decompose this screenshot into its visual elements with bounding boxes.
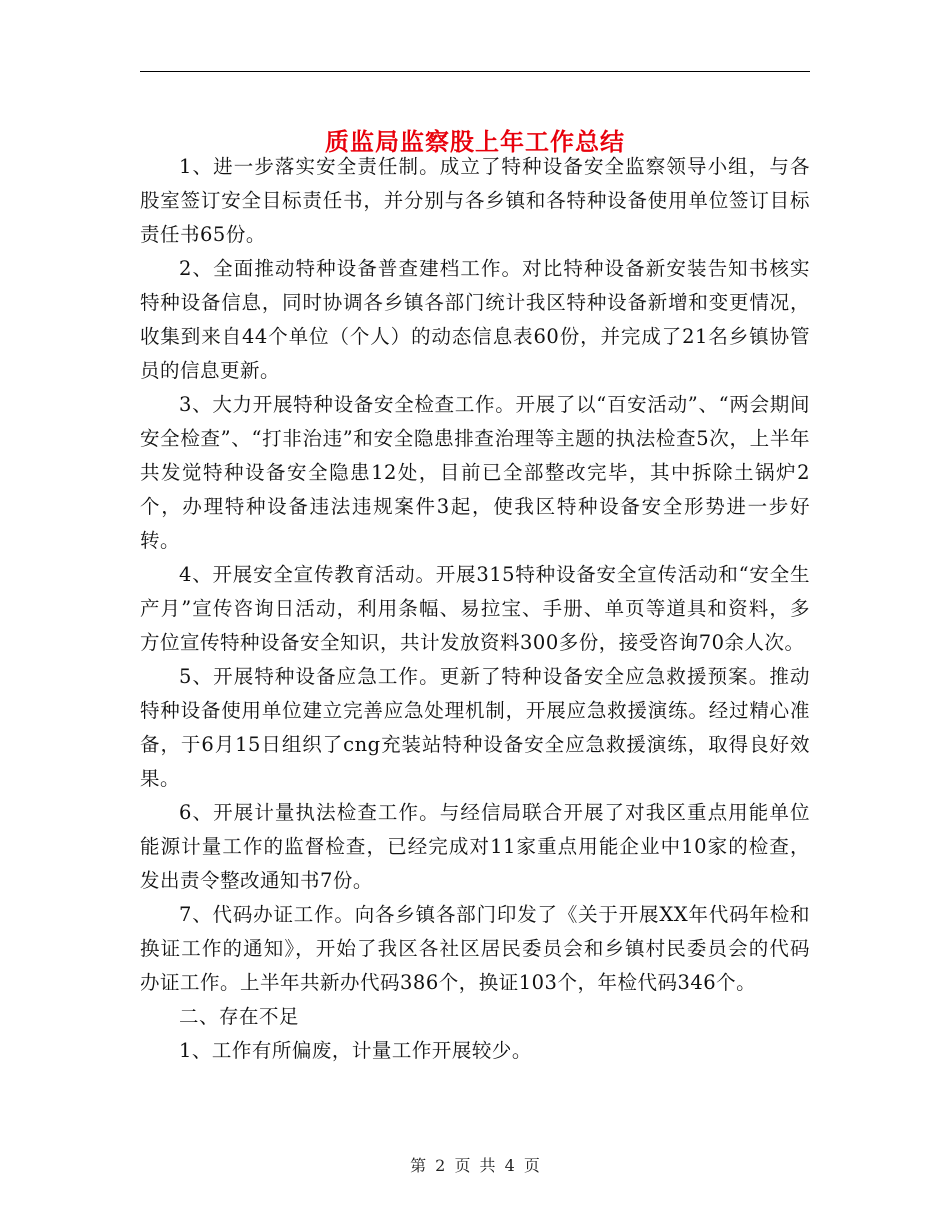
section-heading-shortcomings: 二、存在不足	[179, 1005, 300, 1028]
paragraph-6: 6、开展计量执法检查工作。与经信局联合开展了对我区重点用能单位能源计量工作的监督检查，已经完成对11家重点用能企业中10家的检查，发出责令整改通知书7份。	[140, 801, 810, 892]
header-rule	[140, 71, 810, 72]
page-footer: 第 2 页 共 4 页	[410, 1156, 540, 1175]
document-body	[140, 150, 810, 1068]
paragraph-1: 1、进一步落实安全责任制。成立了特种设备安全监察领导小组，与各股室签订安全目标责任书，并分别与各乡镇和各特种设备使用单位签订目标责任书65份。	[140, 155, 810, 246]
paragraph-7: 7、代码办证工作。向各乡镇各部门印发了《关于开展XX年代码年检和换证工作的通知》，开始了我区各社区居民委员会和乡镇村民委员会的代码办证工作。上半年共新办代码386个，换证103个，年检代码346个。	[140, 903, 810, 994]
paragraph-2: 2、全面推动特种设备普查建档工作。对比特种设备新安装告知书核实特种设备信息，同时协调各乡镇各部门统计我区特种设备新增和变更情况，收集到来自44个单位（个人）的动态信息表60份，并完成了21名乡镇协管员的信息更新。	[140, 257, 810, 382]
paragraph-5: 5、开展特种设备应急工作。更新了特种设备安全应急救援预案。推动特种设备使用单位建立完善应急处理机制，开展应急救援演练。经过精心准备，于6月15日组织了cng充装站特种设备安全应急救援演练，取得良好效果。	[140, 665, 810, 790]
paragraph-4: 4、开展安全宣传教育活动。开展315特种设备安全宣传活动和“安全生产月”宣传咨询日活动，利用条幅、易拉宝、手册、单页等道具和资料，多方位宣传特种设备安全知识，共计发放资料300多份，接受咨询70余人次。	[140, 563, 810, 654]
paragraph-8: 1、工作有所偏废，计量工作开展较少。	[179, 1039, 532, 1062]
document-title: 质监局监察股上年工作总结	[325, 127, 625, 157]
paragraph-3: 3、大力开展特种设备安全检查工作。开展了以“百安活动”、“两会期间安全检查”、“打非治违”和安全隐患排查治理等主题的执法检查5次，上半年共发觉特种设备安全隐患12处，目前已全部整改完毕，其中拆除土锅炉2个，办理特种设备违法违规案件3起，使我区特种设备安全形势进一步好转。	[140, 393, 810, 552]
